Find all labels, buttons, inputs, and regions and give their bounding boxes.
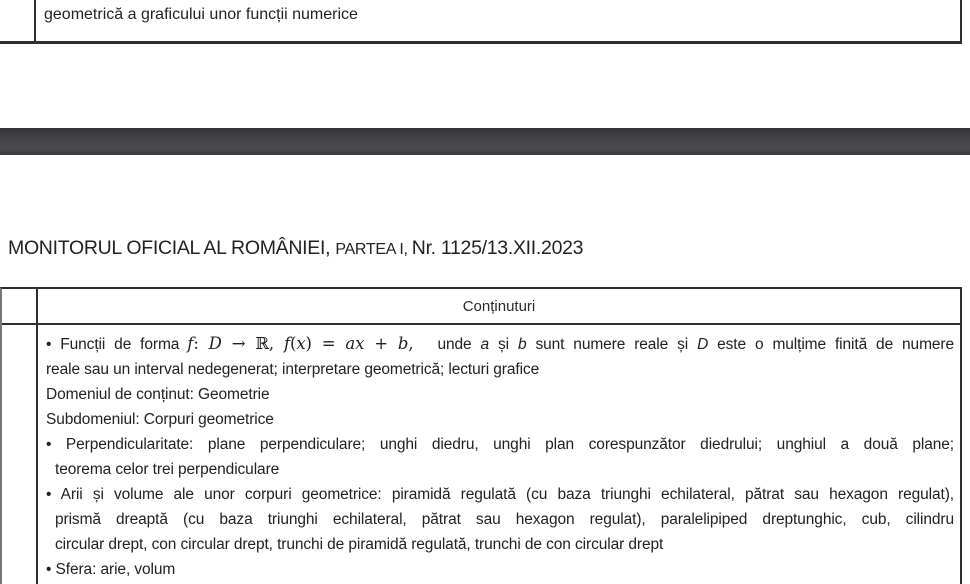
contents-body-row	[2, 325, 960, 584]
content-line-3: Domeniul de conținut: Geometrie	[46, 386, 270, 403]
contents-header-label: Conținuturi	[462, 297, 536, 315]
masthead-issue: Nr. 1125/13.XII.2023	[411, 237, 584, 259]
content-line-7: • Arii și volume ale unor corpuri geometrice: piramidă regulată (cu baza triunghi echilateral, pătrat sau hexagon regulat),	[46, 486, 954, 503]
contents-table	[0, 287, 962, 584]
content-line-1: • Funcții de forma f: D → ℝ, f(x) = ax + b, unde a și b sunt numere reale și D este o mulțime finită de numere	[46, 334, 954, 353]
contents-header-row	[2, 289, 960, 325]
prev-table-row-text: geometrică a graficului unor funcții numerice	[44, 6, 358, 23]
content-line-8: prismă dreaptă (cu baza triunghi echilateral, pătrat sau hexagon regulat), paralelipiped dreptunghic, cub, cilindru	[55, 511, 954, 528]
previous-page-table-fragment	[0, 0, 962, 44]
contents-body-cell	[38, 325, 960, 584]
masthead-part: PARTEA I,	[335, 241, 412, 258]
content-line-4: Subdomeniul: Corpuri geometrice	[46, 411, 274, 428]
contents-body-left-cell	[2, 325, 38, 584]
content-line-10: • Sfera: arie, volum	[46, 561, 176, 578]
content-line-5: • Perpendicularitate: plane perpendiculare; unghi diedru, unghi plan corespunzător diedrului; unghiul a două plane;	[46, 436, 954, 453]
contents-header-left-cell	[2, 289, 38, 323]
prev-table-left-cell	[0, 0, 36, 41]
masthead-title: MONITORUL OFICIAL AL ROMÂNIEI,	[8, 237, 336, 259]
content-line-9: circular drept, con circular drept, trunchi de piramidă regulată, trunchi de con circular drept	[55, 536, 664, 553]
masthead	[8, 236, 583, 262]
content-line-6: teorema celor trei perpendiculare	[55, 461, 280, 478]
content-line-2: reale sau un interval nedegenerat; interpretare geometrică; lecturi grafice	[46, 361, 540, 378]
page-separator-bar	[0, 128, 970, 155]
